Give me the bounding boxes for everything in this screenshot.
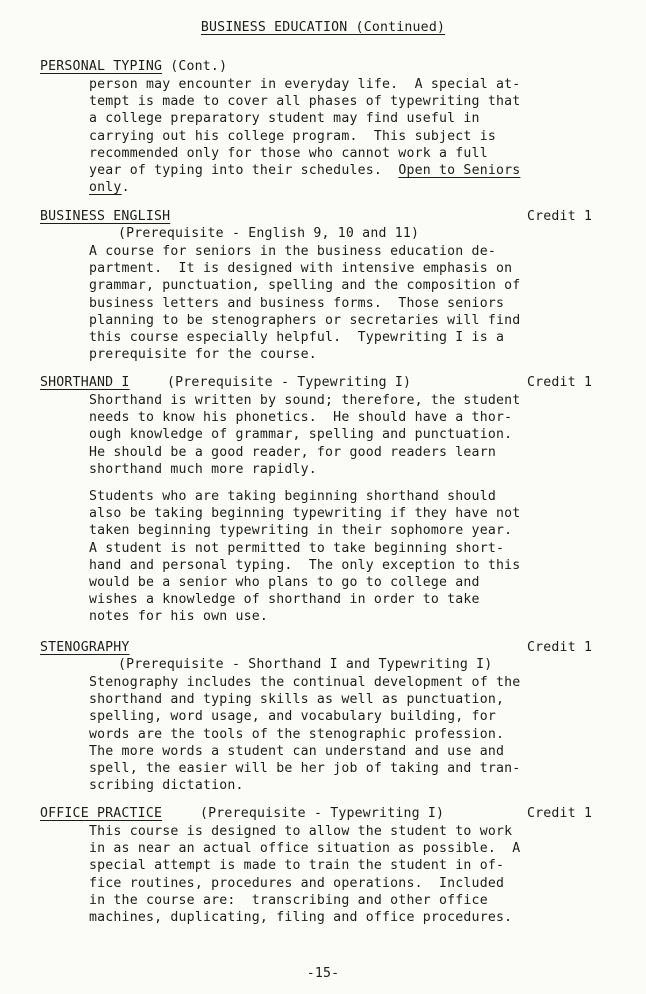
office-practice-prerequisite: (Prerequisite - Typewriting I) [200,806,445,821]
text-line: taken beginning typewriting in their sophomore year. [89,523,513,539]
business-english-heading [40,209,170,224]
text-line: This course is designed to allow the student to work [89,824,513,839]
text-line: planning to be stenographers or secretaries will find [89,312,521,328]
text-line: grammar, punctuation, spelling and the composition of [89,278,521,294]
text-line: in as near an actual office situation as possible. A [89,841,521,857]
text-line: shorthand much more rapidly. [89,461,317,477]
text-line: year of typing into their schedules. [89,163,383,179]
office-practice-credit: Credit 1 [527,806,593,821]
text-line: in the course are: transcribing and other office [89,892,488,908]
text-line: this course especially helpful. Typewriting I is a [89,330,505,346]
stenography-description [89,674,609,794]
shorthand-i-description-2 [89,488,609,626]
business-english-description [89,243,609,363]
personal-typing-description [89,76,609,196]
shorthand-i-heading [40,375,130,390]
stenography-heading [40,640,130,655]
text-line: would be a senior who plans to go to college and [89,575,480,591]
text-line: Shorthand is written by sound; therefore, the student [89,393,521,408]
text-line: shorthand and typing skills as well as punctuation, [89,692,505,708]
text-line: A course for seniors in the business education de- [89,244,496,259]
text-line: A student is not permitted to take beginning short- [89,540,505,556]
business-english-prerequisite: (Prerequisite - English 9, 10 and 11) [118,226,420,241]
text-line: He should be a good reader, for good readers learn [89,444,496,460]
text-line: hand and personal typing. The only exception to this [89,557,521,573]
course-title: STENOGRAPHY [40,640,130,655]
text-line: carrying out his college program. This subject is [89,128,496,144]
text-line: The more words a student can understand and use and [89,743,505,759]
text-line: fice routines, procedures and operations. Included [89,875,505,891]
text-line: ough knowledge of grammar, spelling and punctuation. [89,427,513,443]
shorthand-i-credit: Credit 1 [527,375,593,390]
text-line: prerequisite for the course. [89,347,317,363]
text-line: a college preparatory student may find useful in [89,111,480,127]
shorthand-i-prerequisite: (Prerequisite - Typewriting I) [167,375,412,390]
seniors-only-note-end: only [89,180,122,196]
personal-typing-heading [40,59,227,74]
stenography-prerequisite: (Prerequisite - Shorthand I and Typewriting I) [118,657,493,672]
text-line: business letters and business forms. Those seniors [89,295,505,311]
page-number: -15- [306,966,340,981]
stenography-credit: Credit 1 [527,640,593,655]
business-english-credit: Credit 1 [527,209,593,224]
text-line: scribing dictation. [89,778,244,794]
text-line: Students who are taking beginning shorthand should [89,489,496,504]
course-title-suffix: (Cont.) [162,59,228,74]
text-line: recommended only for those who cannot work a full [89,145,488,161]
text-line: person may encounter in everyday life. A special at- [89,77,521,92]
text-line: special attempt is made to train the student in of- [89,858,505,874]
text-line: wishes a knowledge of shorthand in order to take [89,592,480,608]
seniors-only-note: Open to Seniors [398,163,521,179]
course-title: BUSINESS ENGLISH [40,209,171,224]
text-line: spell, the easier will be her job of taking and tran- [89,761,521,777]
course-title: PERSONAL TYPING [40,59,163,74]
course-title: OFFICE PRACTICE [40,806,163,821]
course-title: SHORTHAND I [40,375,130,390]
text-line: also be taking beginning typewriting if they have not [89,506,521,522]
shorthand-i-description [89,392,609,478]
text-line: partment. It is designed with intensive emphasis on [89,261,513,277]
text-line: notes for his own use. [89,609,269,625]
page-header: BUSINESS EDUCATION (Continued) [200,20,446,35]
end-punctuation: . [121,180,130,196]
office-practice-description [89,823,609,926]
text-line: spelling, word usage, and vocabulary building, for [89,709,496,725]
text-line: needs to know his phonetics. He should have a thor- [89,410,513,426]
office-practice-heading [40,806,162,821]
text-line: words are the tools of the stenographic profession. [89,726,505,742]
text-line: Stenography includes the continual development of the [89,675,521,690]
text-line: tempt is made to cover all phases of typewriting that [89,94,521,110]
text-line: machines, duplicating, filing and office procedures. [89,910,513,926]
